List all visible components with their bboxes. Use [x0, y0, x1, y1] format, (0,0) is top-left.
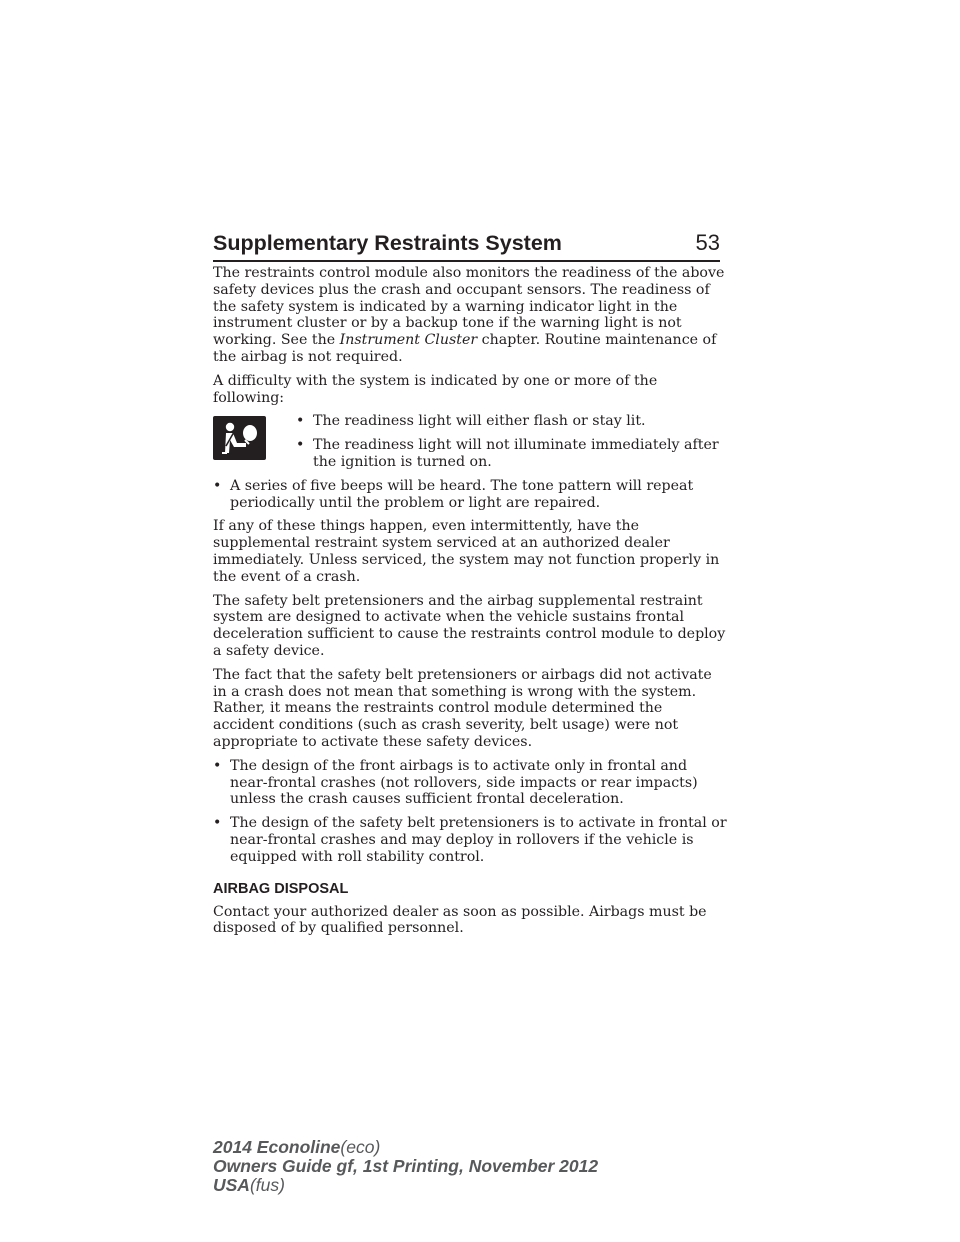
paragraph-readiness: The restraints control module also monitors the readiness of the above safety devices plus the crash and occupant sensors. The readiness of the safety system is indicated by a warning indicator light in the instrument cluster or by a backup tone if the warning light is not working. See the Instrument Cluster chapter. Routine maintenance of the airbag is not required.: [213, 265, 725, 365]
airbag-warning-icon: [213, 416, 266, 460]
page-header: [213, 228, 720, 260]
bullet-belt-pretensioners: • The design of the safety belt pretensioners is to activate in frontal or near-frontal crashes and may deploy in rollovers if the vehicle is equipped with roll stability control.: [213, 815, 728, 865]
paragraph-pretensioners: The safety belt pretensioners and the airbag supplemental restraint system are designed to activate when the vehicle sustains frontal deceleration sufficient to cause the restraints control module to deploy a safety device.: [213, 592, 726, 659]
header-rule: [213, 260, 720, 262]
page-content: [213, 265, 728, 944]
page-title: Supplementary Restraints System: [213, 231, 562, 255]
icon-bullet-2: • The readiness light will not illuminate immediately after the ignition is turned on.: [296, 437, 728, 471]
paragraph-disposal: Contact your authorized dealer as soon as possible. Airbags must be disposed of by qualified personnel.: [213, 903, 707, 937]
page-footer: [213, 1138, 598, 1195]
section-heading-airbag-disposal: AIRBAG DISPOSAL: [213, 880, 349, 897]
warning-icon-block: [213, 413, 728, 470]
bullet-front-airbags: • The design of the front airbags is to activate only in frontal and near-frontal crashes (not rollovers, side impacts or rear impacts) unless the crash causes sufficient frontal deceleration.: [213, 758, 728, 808]
icon-bullet-1: • The readiness light will either flash or stay lit.: [296, 413, 728, 430]
paragraph-not-activated: The fact that the safety belt pretensioners or airbags did not activate in a crash does not mean that something is wrong with the system. Rather, it means the restraints control module determined the accident conditions (such as crash severity, belt usage) were not appropriate to activate these safety devices.: [213, 666, 712, 750]
footer-line-2: Owners Guide gf, 1st Printing, November 2012: [213, 1156, 599, 1176]
instrument-cluster-reference: Instrument Cluster: [339, 332, 478, 349]
paragraph-intermittent: If any of these things happen, even intermittently, have the supplemental restraint system serviced at an authorized dealer immediately. Unless serviced, the system may not function properly in the event of a crash.: [213, 518, 720, 585]
bullet-beeps: • A series of five beeps will be heard. The tone pattern will repeat periodically until the problem or light are repaired.: [213, 478, 728, 512]
footer-line-3: USA(fus): [213, 1175, 285, 1195]
footer-line-1: 2014 Econoline(eco): [213, 1137, 381, 1157]
paragraph-difficulty: A difficulty with the system is indicated by one or more of the following:: [213, 372, 658, 406]
page-number: 53: [695, 230, 720, 255]
